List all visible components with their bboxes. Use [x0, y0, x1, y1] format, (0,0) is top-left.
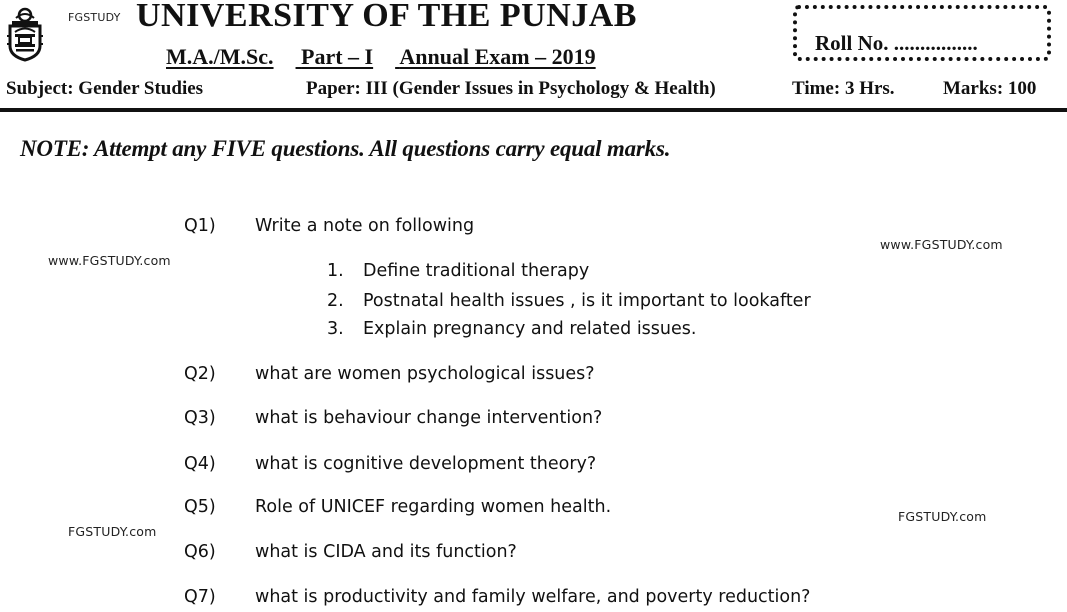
time-label: Time: 3 Hrs. [792, 78, 895, 99]
roll-number-box [793, 5, 1051, 61]
question-text: what is cognitive development theory? [255, 454, 597, 474]
watermark-left-1: www.FGSTUDY.com [48, 253, 171, 268]
subitem-text: Define traditional therapy [363, 261, 590, 281]
question-text: Role of UNICEF regarding women health. [255, 497, 612, 517]
university-title: UNIVERSITY OF THE PUNJAB [136, 0, 637, 34]
header-divider [0, 108, 1067, 112]
question-text: what is productivity and family welfare, and poverty reduction? [255, 587, 811, 607]
subject-label: Subject: Gender Studies [6, 78, 204, 99]
question-number: Q7) [184, 587, 216, 607]
question-text: what is behaviour change intervention? [255, 408, 603, 428]
subitem-text: Postnatal health issues , is it important to lookafter [363, 291, 811, 311]
watermark-right-1: www.FGSTUDY.com [880, 237, 1003, 252]
crest-icon [6, 6, 44, 62]
watermark-right-2: FGSTUDY.com [898, 509, 987, 524]
paper-label: Paper: III (Gender Issues in Psychology & Health) [306, 78, 716, 99]
subitem-number: 2. [327, 291, 344, 311]
subitem-number: 1. [327, 261, 344, 281]
question-number: Q2) [184, 364, 216, 384]
roll-number-field[interactable]: Roll No. ................ [815, 31, 978, 55]
exam-label: Annual Exam – 2019 [399, 44, 596, 69]
program-label: M.A./M.Sc. [166, 44, 274, 69]
watermark-left-2: FGSTUDY.com [68, 524, 157, 539]
question-number: Q3) [184, 408, 216, 428]
watermark-header: FGSTUDY [68, 11, 121, 24]
question-number: Q5) [184, 497, 216, 517]
university-crest-logo [6, 6, 44, 62]
question-text: Write a note on following [255, 216, 475, 236]
question-text: what is CIDA and its function? [255, 542, 517, 562]
question-number: Q6) [184, 542, 216, 562]
exam-subtitle [166, 44, 596, 70]
question-number: Q4) [184, 454, 216, 474]
question-number: Q1) [184, 216, 216, 236]
exam-note: NOTE: Attempt any FIVE questions. All questions carry equal marks. [20, 136, 671, 161]
marks-label: Marks: 100 [943, 78, 1037, 99]
subitem-text: Explain pregnancy and related issues. [363, 319, 697, 339]
part-label: Part – I [301, 44, 374, 69]
question-text: what are women psychological issues? [255, 364, 595, 384]
subitem-number: 3. [327, 319, 344, 339]
